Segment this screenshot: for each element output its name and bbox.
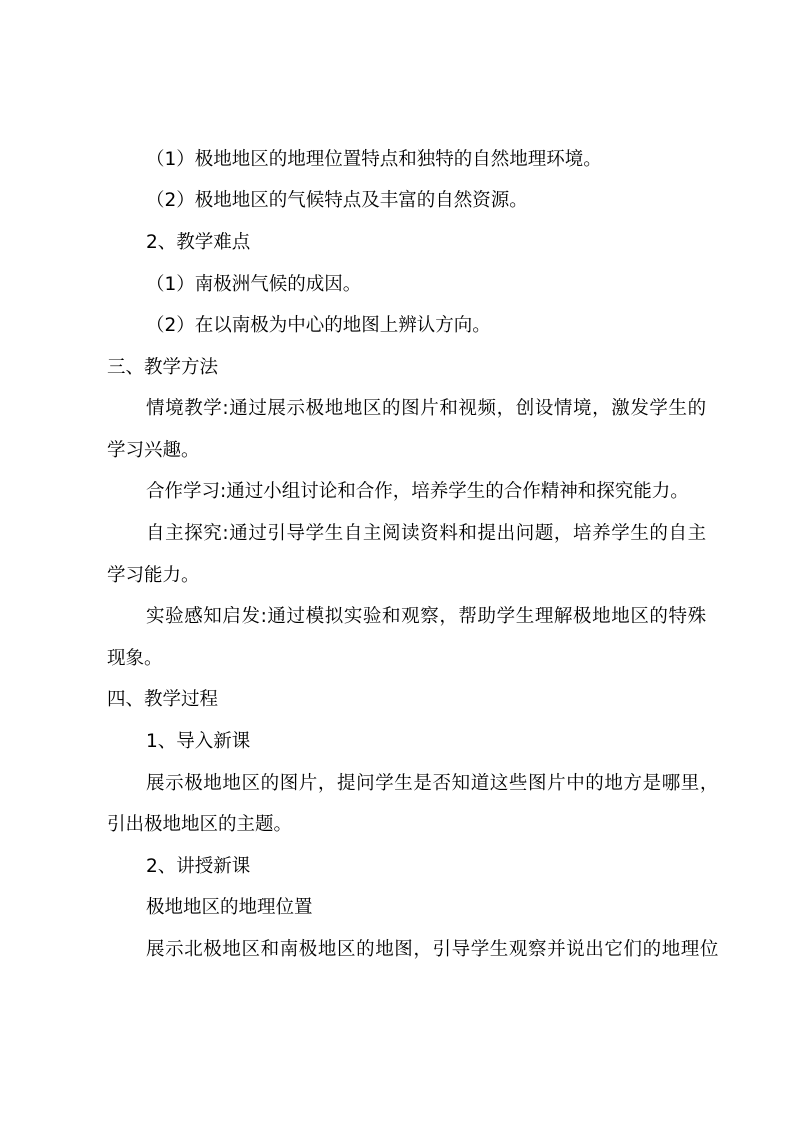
method-situational-line-2: 学习兴趣。 <box>107 440 200 461</box>
section-3-heading: 三、教学方法 <box>107 357 219 378</box>
intro-line-1: 展示极地地区的图片，提问学生是否知道这些图片中的地方是哪里， <box>146 773 720 794</box>
intro-heading: 1、导入新课 <box>146 731 251 752</box>
difficulty-heading: 2、教学难点 <box>146 232 251 253</box>
section-4-heading: 四、教学过程 <box>107 689 219 710</box>
method-cooperative: 合作学习:通过小组讨论和合作，培养学生的合作精神和探究能力。 <box>146 481 689 502</box>
intro-line-2: 引出极地地区的主题。 <box>107 814 293 835</box>
difficulty-item-2: （2）在以南极为中心的地图上辨认方向。 <box>146 315 491 336</box>
focus-item-1: （1）极地地区的地理位置特点和独特的自然地理环境。 <box>146 149 602 170</box>
focus-item-2: （2）极地地区的气候特点及丰富的自然资源。 <box>146 190 528 211</box>
difficulty-item-1: （1）南极洲气候的成因。 <box>146 274 362 295</box>
method-experiment-line-2: 现象。 <box>107 648 163 669</box>
method-experiment-line-1: 实验感知启发:通过模拟实验和观察，帮助学生理解极地地区的特殊 <box>146 606 707 627</box>
location-line-1: 展示北极地区和南极地区的地图，引导学生观察并说出它们的地理位 <box>146 939 720 960</box>
location-heading: 极地地区的地理位置 <box>146 897 313 918</box>
method-independent-line-2: 学习能力。 <box>107 565 200 586</box>
teach-heading: 2、讲授新课 <box>146 856 251 877</box>
method-independent-line-1: 自主探究:通过引导学生自主阅读资料和提出问题，培养学生的自主 <box>146 523 707 544</box>
method-situational-line-1: 情境教学:通过展示极地地区的图片和视频，创设情境，激发学生的 <box>146 398 707 419</box>
